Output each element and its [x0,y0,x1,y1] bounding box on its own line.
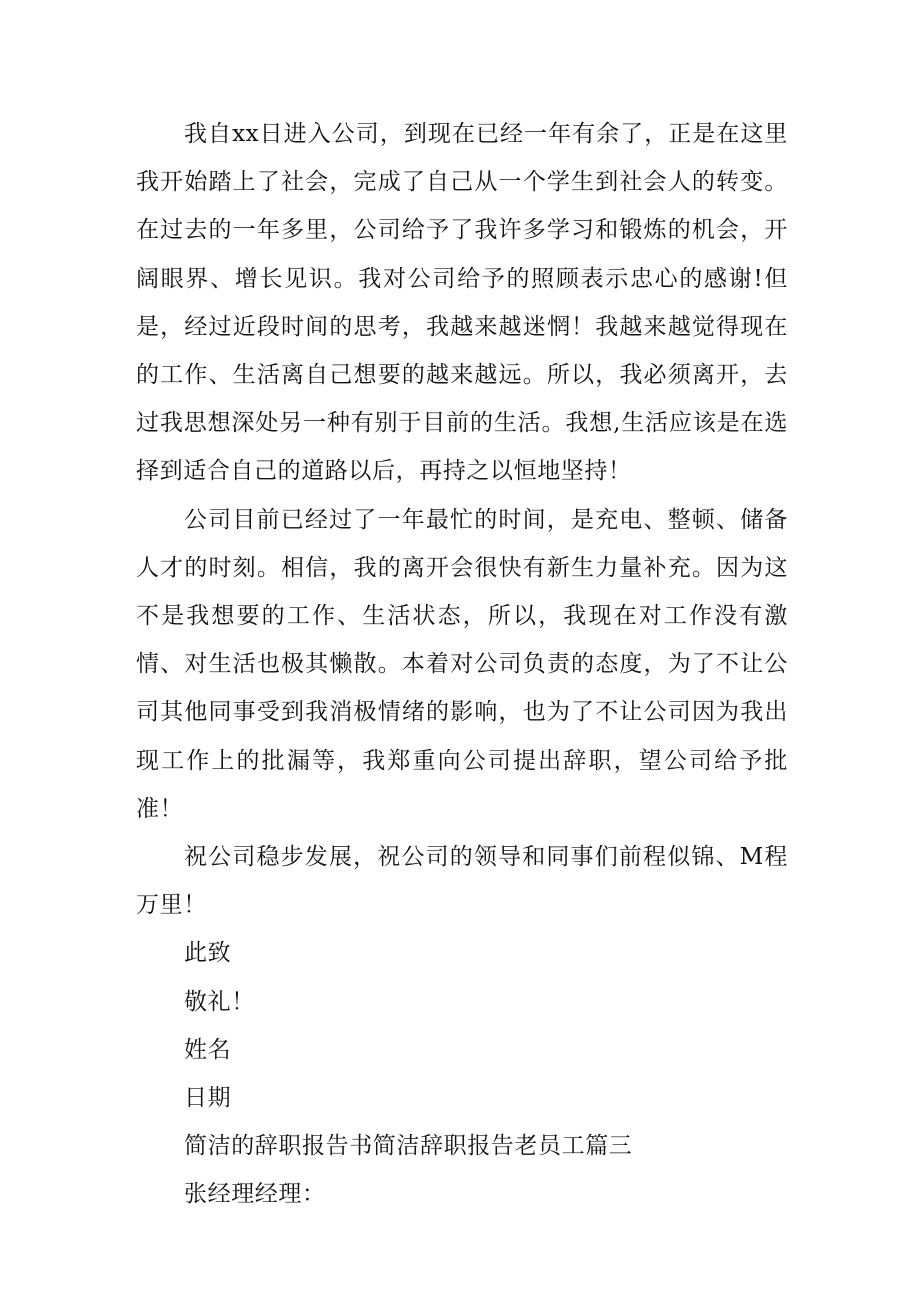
next-section-greeting: 张经理经理： [184,1181,326,1208]
paragraph-3: 祝公司稳步发展，祝公司的领导和同事们前程似锦、M程万里！ [136,844,788,919]
salute-line: 敬礼！ [184,988,255,1015]
paragraph-2: 公司目前已经过了一年最忙的时间，是充电、整顿、储备人才的时刻。相信，我的离开会很快有新生力量补充。因为这不是我想要的工作、生活状态，所以，我现在对工作没有激情、对生活也极其懒散。本着对公司负责的态度，为了不让公司其他同事受到我消极情绪的影响，也为了不让公司因为我出现工作上的批漏等，我郑重向公司提出辞职，望公司给予批准！ [136,506,788,822]
paragraph-1: 我自xx日进入公司，到现在已经一年有余了，正是在这里我开始踏上了社会，完成了自己从一个学生到社会人的转变。在过去的一年多里，公司给予了我许多学习和锻炼的机会，开阔眼界、增长见识。我对公司给予的照顾表示忠心的感谢!但是，经过近段时间的思考，我越来越迷惘！我越来越觉得现在的工作、生活离自己想要的越来越远。所以，我必须离开，去过我思想深处另一种有别于目前的生活。我想,生活应该是在选择到适合自己的道路以后，再持之以恒地坚持！ [136,121,788,485]
document-body [136,110,788,1219]
closing-line: 此致 [184,940,232,967]
next-section-title: 简洁的辞职报告书简洁辞职报告老员工篇三 [184,1133,633,1160]
date-line: 日期 [184,1085,232,1112]
name-line: 姓名 [184,1036,232,1063]
